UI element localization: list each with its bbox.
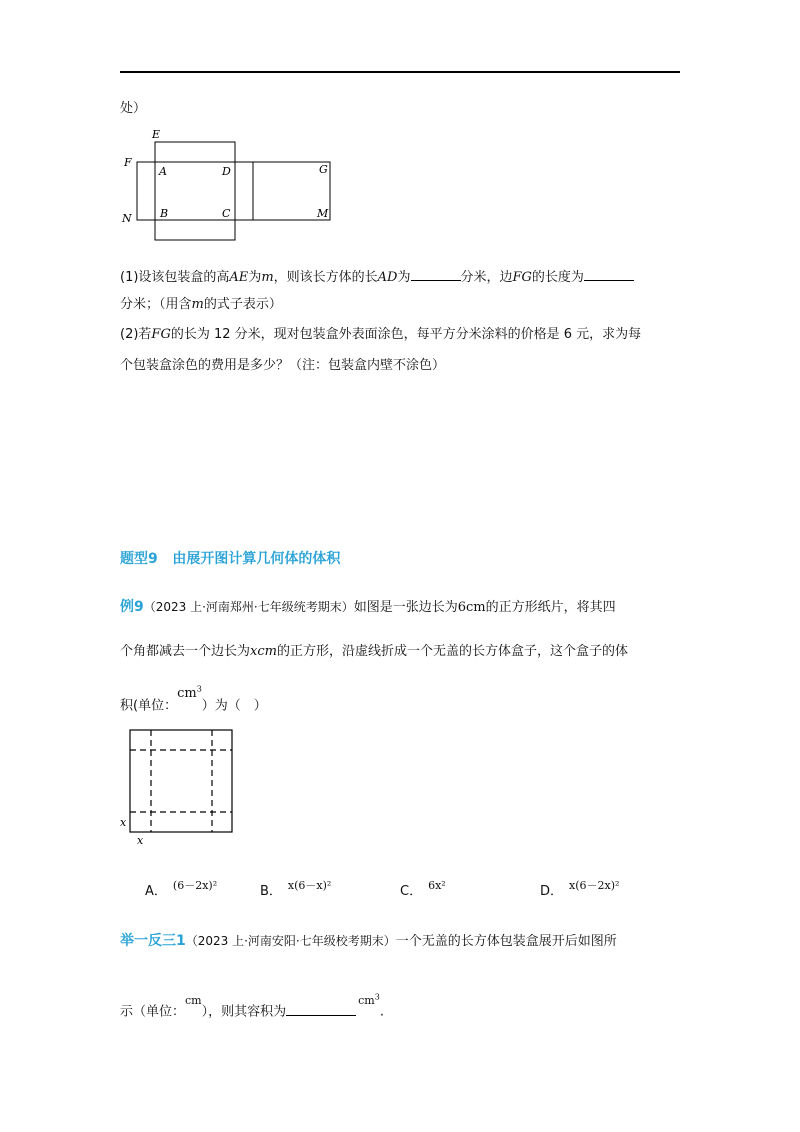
answer-blank-length[interactable] [411,266,461,281]
question-2-line-2: 个包装盒涂色的费用是多少？（注：包装盒内壁不涂色） [120,358,446,373]
example-9-line-1: 例9（2023 上·河南郑州·七年级统考期末）如图是一张边长为6cm的正方形纸片，将其四 [120,599,616,615]
label-C: C [222,207,231,220]
label-x-left: x [120,816,127,829]
example-label: 例9 [120,599,144,615]
label-D: D [222,165,231,178]
question-1-line-2: 分米；（用含m的式子表示） [120,297,282,312]
answer-blank-volume[interactable] [286,1001,356,1016]
label-F: F [124,156,132,169]
side-face [235,162,253,220]
question-1-line-1: (1)设该包装盒的高AE为m，则该长方体的长AD为 分米，边FG的长度为 [120,266,634,287]
label-G: G [319,163,328,176]
question-2-line-1: (2)若FG的长为 12 分米，现对包装盒外表面涂色，每平方分米涂料的价格是 6 元，求为每 [120,327,642,342]
option-b[interactable]: B． $^{x(6-x)^2}$ [260,879,332,899]
option-c[interactable]: C． $^{6x^2}$ [400,879,446,899]
outer-square [130,730,232,832]
practice-1-line-1: 举一反三1（2023 上·河南安阳·七年级校考期末）一个无盖的长方体包装盒展开后如图所 [120,933,617,949]
square-paper-diagram [115,725,245,850]
label-E: E [152,128,161,141]
bottom-flap [155,220,235,240]
continued-text: 处） [120,101,147,116]
option-d[interactable]: D． $^{x(6-2x)^2}$ [540,879,620,899]
label-N: N [122,212,132,225]
header-rule [120,71,680,73]
practice-1-line-2: 示（单位：$^{cm}$），则其容积为$^{cm^3}$. [120,992,384,1020]
practice-label: 举一反三1 [120,933,186,949]
example-9-line-2: 个角都减去一个边长为xcm的正方形，沿虚线折成一个无盖的长方体盒子，这个盒子的体 [120,644,628,659]
left-flap [137,162,155,220]
section-heading: 题型9 由展开图计算几何体的体积 [120,551,341,567]
label-B: B [160,207,169,220]
example-9-line-3: 积(单位：$cm^3$）为（ ） [120,685,267,714]
label-M: M [317,207,329,220]
option-a[interactable]: A． $^{(6-2x)^2}$ [145,879,218,899]
answer-blank-fg[interactable] [584,266,634,281]
net-diagram-1 [110,125,350,245]
label-x-bottom: x [137,834,144,847]
top-flap [155,142,235,162]
label-A: A [159,165,167,178]
